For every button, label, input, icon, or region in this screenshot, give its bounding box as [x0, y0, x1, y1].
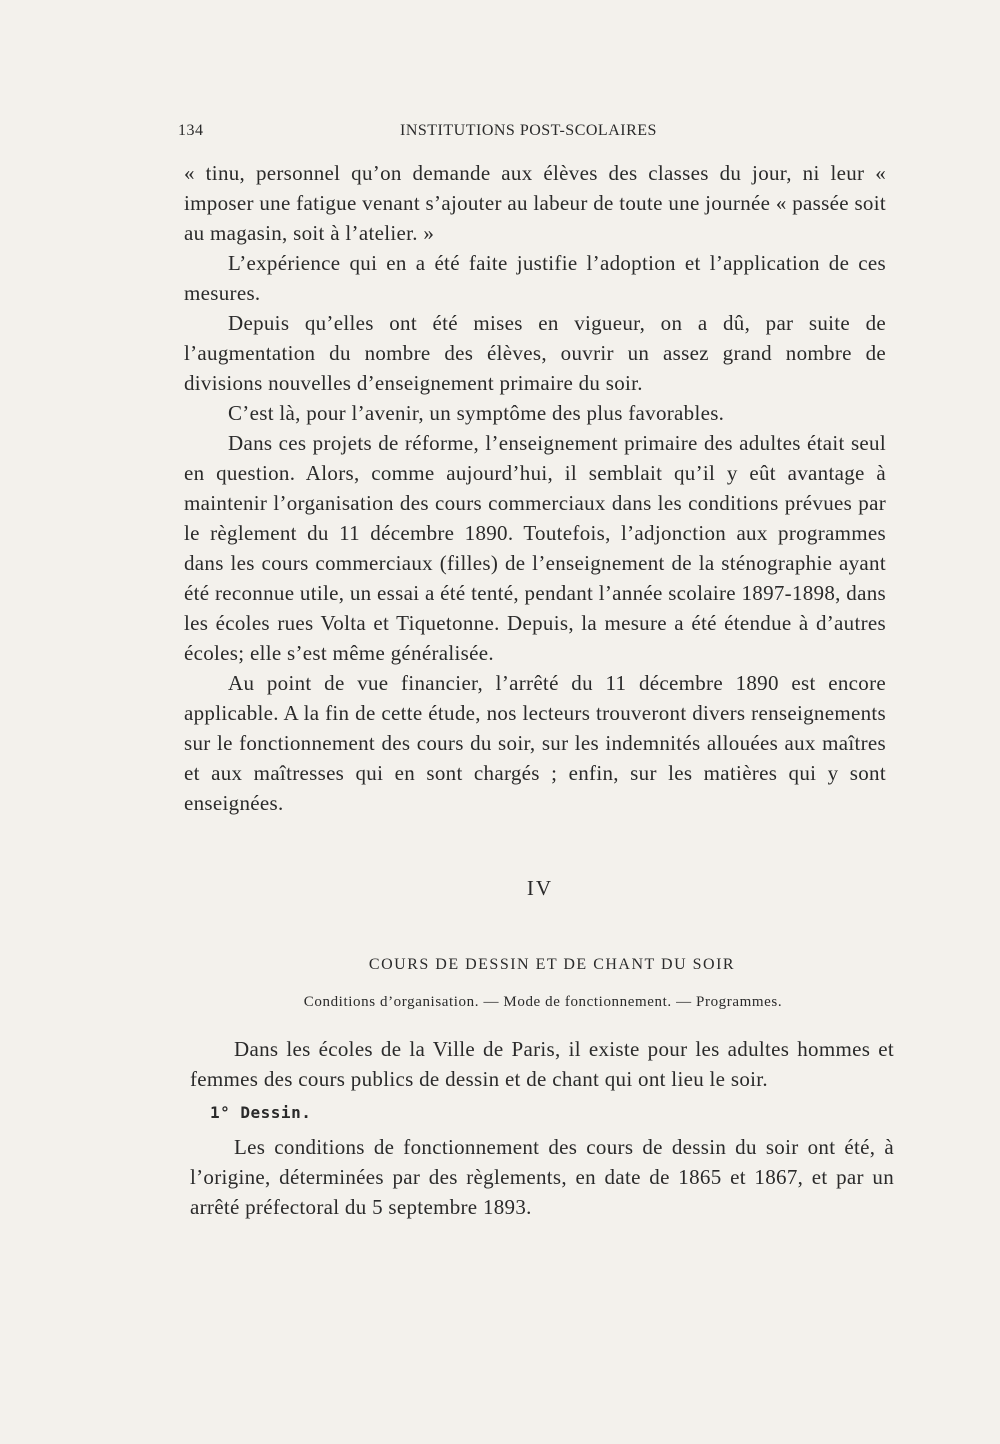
section-subtitle: Conditions d’organisation. — Mode de fonctionnement. — Programmes. — [303, 994, 783, 1010]
section-body — [190, 1034, 894, 1222]
paragraph: « tinu, personnel qu’on demande aux élèves des classes du jour, ni leur « imposer une fatigue venant s’ajouter au labeur de toute une journée « passée soit au magasin, soit à l’atelier. » — [184, 161, 886, 245]
paragraph: Depuis qu’elles ont été mises en vigueur, on a dû, par suite de l’augmentation du nombre des élèves, ouvrir un assez grand nombre de divisions nouvelles d’enseignement primaire du soir. — [184, 311, 886, 395]
paragraph: Les conditions de fonctionnement des cours de dessin du soir ont été, à l’origine, déterminées par des règlements, en date de 1865 et 1867, et par un arrêté préfectoral du 5 septembre 1893. — [190, 1135, 894, 1219]
body-text — [184, 158, 886, 818]
subheading: 1° Dessin. — [210, 1103, 312, 1122]
paragraph: Dans les écoles de la Ville de Paris, il existe pour les adultes hommes et femmes des cours publics de dessin et de chant qui ont lieu le soir. — [190, 1037, 894, 1091]
paragraph: C’est là, pour l’avenir, un symptôme des plus favorables. — [228, 401, 725, 425]
paragraph: L’expérience qui en a été faite justifie l’adoption et l’application de ces mesures. — [184, 251, 886, 305]
running-header — [178, 122, 892, 146]
paragraph: Au point de vue financier, l’arrêté du 11 décembre 1890 est encore applicable. A la fin de cette étude, nos lecteurs trouveront divers renseignements sur le fonctionnement des cours du soir, sur les indemnités allouées aux maîtres et aux maîtresses qui en sont chargés ; enfin, sur les matières qui y sont enseignées. — [184, 671, 886, 815]
paragraph: Dans ces projets de réforme, l’enseignement primaire des adultes était seul en question. Alors, comme aujourd’hui, il semblait qu’il y eût avantage à maintenir l’organisation des cours commerciaux dans les conditions prévues par le règlement du 11 décembre 1890. Toutefois, l’adjonction aux programmes dans les cours commerciaux (filles) de l’enseignement de la sténographie ayant été reconnue utile, un essai a été tenté, pendant l’année scolaire 1897-1898, dans les écoles rues Volta et Tiquetonne. Depuis, la mesure a été étendue à d’autres écoles; elle s’est même généralisée. — [184, 431, 886, 665]
section-title: COURS DE DESSIN ET DE CHANT DU SOIR — [368, 956, 736, 973]
section-number: IV — [526, 876, 554, 900]
running-title: INSTITUTIONS POST-SCOLAIRES — [400, 122, 657, 139]
page-number: 134 — [178, 122, 204, 139]
